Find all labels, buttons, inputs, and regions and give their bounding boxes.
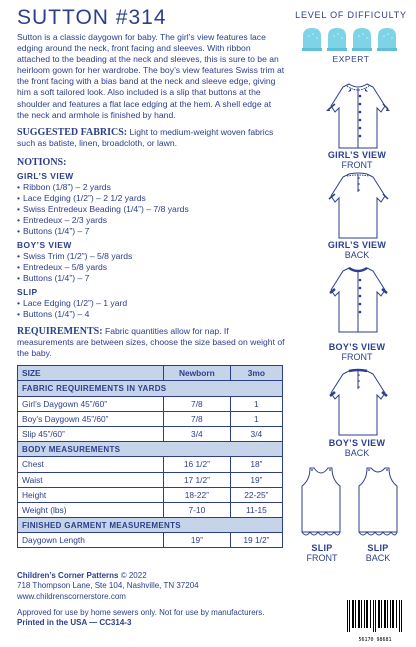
- cell-value: 1: [230, 396, 282, 411]
- fabrics-text: Light to medium-weight woven fabrics such as batiste, linen, broadcloth, or lawn.: [17, 126, 274, 148]
- cell-label: Height: [18, 487, 164, 502]
- footer-approved: Approved for use by home sewers only. Not for use by manufacturers.: [17, 607, 265, 617]
- cell-label: Weight (lbs): [18, 502, 164, 517]
- cell-value: 7/8: [164, 411, 231, 426]
- table-header-3mo: 3mo: [230, 366, 282, 381]
- cell-value: 18”: [230, 457, 282, 472]
- notions-boys-list: [17, 251, 285, 284]
- list-item: • Buttons (1/4”) – 7: [17, 273, 285, 284]
- cell-label: Daygown Length: [18, 533, 164, 548]
- list-item: • Lace Edging (1/2”) – 1 yard: [17, 298, 285, 309]
- pattern-title: SUTTON #314: [17, 6, 167, 29]
- thimble-rating: [290, 26, 412, 52]
- caption-title: BOY’S VIEW: [328, 438, 386, 448]
- thimble-icon: [377, 28, 397, 51]
- section-body-title: BODY MEASUREMENTS: [18, 442, 283, 457]
- table-section-row: [18, 442, 283, 457]
- list-item: • Swiss Trim (1/2”) – 5/8 yards: [17, 251, 285, 262]
- copyright: © 2022: [118, 571, 147, 580]
- difficulty-label: LEVEL OF DIFFICULTY: [295, 10, 407, 20]
- caption-slip-back: [333, 543, 416, 563]
- caption-title: SLIP: [367, 543, 389, 553]
- thimble-icon: [302, 28, 322, 51]
- caption-side: BACK: [365, 553, 391, 563]
- thimble-icon: [327, 28, 347, 51]
- cell-value: 19”: [164, 533, 231, 548]
- footer: [17, 571, 285, 628]
- difficulty-level: EXPERT: [332, 54, 370, 64]
- slip-back-illustration: [353, 464, 403, 540]
- cell-value: 7/8: [164, 396, 231, 411]
- cell-value: 3/4: [230, 426, 282, 441]
- list-item: • Entredeux – 2/3 yards: [17, 215, 285, 226]
- notions-heading: NOTIONS:: [17, 156, 67, 168]
- list-item: • Entredeux – 5/8 yards: [17, 262, 285, 273]
- girl-front-illustration: [325, 78, 391, 150]
- thimble-icons: [301, 26, 401, 52]
- notions-slip-list: [17, 298, 285, 320]
- caption-side: FRONT: [306, 553, 338, 563]
- cell-label: Slip 45”/60”: [18, 426, 164, 441]
- section-finished-title: FINISHED GARMENT MEASUREMENTS: [18, 518, 283, 533]
- table-row: [18, 396, 283, 411]
- list-item: • Buttons (1/4”) – 7: [17, 226, 285, 237]
- company-name: Children’s Corner Patterns: [17, 571, 119, 580]
- table-row: [18, 487, 283, 502]
- notions-girls-title: GIRL’S VIEW: [17, 170, 74, 181]
- table-header-row: [18, 366, 283, 381]
- list-item: • Swiss Entredeux Beading (1/4”) – 7/8 yards: [17, 204, 285, 215]
- table-row: [18, 411, 283, 426]
- fabrics-heading: SUGGESTED FABRICS:: [17, 126, 128, 138]
- boy-back-illustration: [325, 365, 391, 437]
- notions-slip-title: SLIP: [17, 286, 38, 297]
- table-row: [18, 457, 283, 472]
- table-row: [18, 472, 283, 487]
- table-section-row: [18, 381, 283, 396]
- table-header-size: SIZE: [18, 366, 164, 381]
- notions-boys-title: BOY’S VIEW: [17, 239, 72, 250]
- caption-girl-front: [312, 150, 402, 170]
- footer-website[interactable]: www.childrenscornerstore.com: [17, 591, 126, 601]
- barcode-icon: [345, 600, 405, 632]
- table-row: [18, 502, 283, 517]
- cell-label: Chest: [18, 457, 164, 472]
- left-column: [17, 6, 285, 548]
- cell-value: 1: [230, 411, 282, 426]
- caption-boy-front: [312, 342, 402, 362]
- footer-address: 718 Thompson Lane, Ste 104, Nashville, TN 37204: [17, 581, 199, 591]
- requirements-text: Fabric quantities allow for nap. If measurements are between sizes, choose the size based on weight of the baby.: [17, 325, 285, 359]
- cell-label: Girl’s Daygown 45”/60”: [18, 396, 164, 411]
- barcode: [345, 600, 405, 643]
- caption-side: BACK: [344, 448, 370, 458]
- size-table: [17, 365, 283, 548]
- list-item: • Ribbon (1/8”) – 2 yards: [17, 182, 285, 193]
- cell-value: 7-10: [164, 502, 231, 517]
- footer-printed: Printed in the USA — CC314-3: [17, 618, 132, 628]
- caption-boy-back: [312, 438, 402, 458]
- caption-title: SLIP: [311, 543, 333, 553]
- boy-front-illustration: [325, 262, 391, 334]
- table-row: [18, 533, 283, 548]
- barcode-digits: 56170 98681: [358, 637, 392, 643]
- footer-company-line: [17, 571, 285, 581]
- thimble-icon: [352, 28, 372, 51]
- table-header-newborn: Newborn: [164, 366, 231, 381]
- table-row: [18, 426, 283, 441]
- list-item: • Lace Edging (1/2”) – 2 1/2 yards: [17, 193, 285, 204]
- list-item: • Buttons (1/4”) – 4: [17, 309, 285, 320]
- caption-title: GIRL’S VIEW: [327, 150, 387, 160]
- intro-paragraph: Sutton is a classic daygown for baby. The girl’s view features lace edging around the neck, front facing and sleeves. With ribbon attached to the beading at the neck and sleeves, this is sure to be an heirloom gown for her wardrobe. The boy’s view features Swiss trim at the front facing with a bias band at the neck and sleeve edge, giving him a soft tailored look. Also included is a slip that buttons at the shoulder and features a flat lace edging at the hem. A shell edge at the neck and armhole is finished by hand.: [17, 32, 285, 120]
- caption-title: BOY’S VIEW: [328, 342, 386, 352]
- cell-label: Waist: [18, 472, 164, 487]
- slip-front-illustration: [296, 464, 346, 540]
- caption-side: FRONT: [341, 160, 373, 170]
- cell-value: 17 1/2”: [164, 472, 231, 487]
- cell-value: 22-25”: [230, 487, 282, 502]
- cell-value: 19”: [230, 472, 282, 487]
- caption-side: BACK: [344, 250, 370, 260]
- table-section-row: [18, 518, 283, 533]
- requirements-paragraph: [17, 326, 285, 359]
- caption-side: FRONT: [341, 352, 373, 362]
- caption-girl-back: [312, 240, 402, 260]
- cell-value: 18-22”: [164, 487, 231, 502]
- section-fabric-title: FABRIC REQUIREMENTS IN YARDS: [18, 381, 283, 396]
- cell-value: 19 1/2”: [230, 533, 282, 548]
- cell-value: 11-15: [230, 502, 282, 517]
- fabrics-paragraph: [17, 127, 285, 149]
- right-column: [290, 10, 412, 64]
- cell-label: Boy’s Daygown 45”/60”: [18, 411, 164, 426]
- girl-back-illustration: [325, 168, 391, 240]
- requirements-heading: REQUIREMENTS:: [17, 325, 103, 337]
- cell-value: 16 1/2”: [164, 457, 231, 472]
- cell-value: 3/4: [164, 426, 231, 441]
- caption-title: GIRL’S VIEW: [327, 240, 387, 250]
- notions-girls-list: [17, 182, 285, 237]
